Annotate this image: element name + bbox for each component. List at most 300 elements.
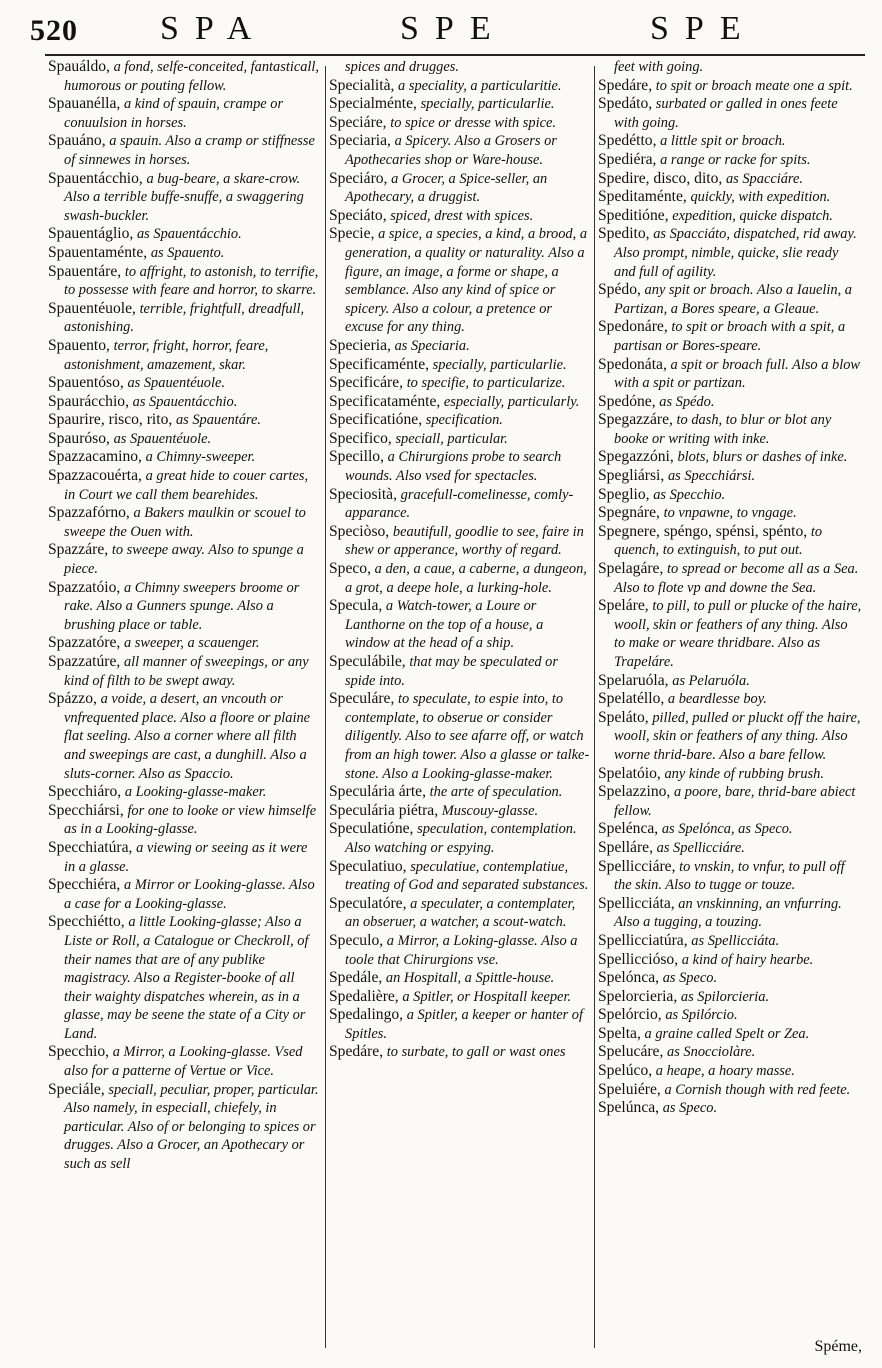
headword: Spázzo, bbox=[48, 690, 97, 708]
headword: Spelúco, bbox=[598, 1062, 653, 1080]
headword: Specchiatúra, bbox=[48, 838, 133, 856]
definition: a bug-beare, a skare-crow. Also a terrible buffe-snuffe, a swaggering swash-buckler. bbox=[64, 170, 304, 224]
headword: Speculáre, bbox=[329, 690, 395, 708]
headword: Speciáro, bbox=[329, 169, 388, 187]
dictionary-entry bbox=[598, 672, 862, 691]
dictionary-entry bbox=[598, 77, 862, 96]
headword: Spellicciáre, bbox=[598, 857, 676, 875]
definition: as Spilórcio. bbox=[665, 1007, 738, 1024]
headword: Speláto, bbox=[598, 708, 649, 726]
headword: Spedáre, bbox=[329, 1043, 384, 1061]
dictionary-entry bbox=[598, 597, 862, 671]
column-left bbox=[48, 58, 320, 1174]
dictionary-entry bbox=[598, 839, 862, 858]
dictionary-entry bbox=[598, 523, 862, 560]
headword: Speculatióne, bbox=[329, 820, 414, 838]
dictionary-entry bbox=[598, 356, 862, 393]
definition: terrible, frightfull, dreadfull, astonishing. bbox=[64, 300, 305, 336]
definition: to surbate, to gall or wast ones bbox=[386, 1044, 566, 1061]
dictionary-entry bbox=[598, 969, 862, 988]
definition: any spit or broach. Also a Iauelin, a Partizan, a Bores speare, a Gleaue. bbox=[614, 282, 853, 317]
headword: Speculária piétra, bbox=[329, 801, 439, 819]
headword: Spegazzáre, bbox=[598, 411, 673, 429]
headword: Spedito, bbox=[598, 225, 650, 243]
definition: blots, blurs or dashes of inke. bbox=[677, 449, 848, 466]
dictionary-entry bbox=[598, 411, 862, 448]
definition: to spit or broach meate one a spit. bbox=[655, 77, 853, 94]
dictionary-entry bbox=[329, 560, 591, 597]
dictionary-entry bbox=[48, 1043, 320, 1080]
column-rule bbox=[325, 66, 326, 1348]
headword: Specula, bbox=[329, 597, 383, 615]
definition: a Bakers maulkin or scouel to sweepe the Ouen with. bbox=[64, 505, 306, 540]
headword: Spedáre, bbox=[598, 76, 653, 94]
headword: Specificáre, bbox=[329, 374, 404, 392]
headword: Specchiéra, bbox=[48, 876, 121, 894]
headword: Spauentéuole, bbox=[48, 299, 136, 317]
headword: Spazzatóre, bbox=[48, 634, 121, 652]
dictionary-entry bbox=[48, 132, 320, 169]
dictionary-entry bbox=[329, 170, 591, 207]
definition: to speculate, to espie into, to contemplate, to obserue or consider diligently. Also to see afarre off, or watch from an high tower. Also a glasse or talke-stone. Also a Looking-glasse-maker. bbox=[345, 691, 590, 782]
definition: a kind of spauin, crampe or conuulsion in horses. bbox=[64, 96, 284, 131]
dictionary-entry bbox=[48, 504, 320, 541]
definition: as Snocciolàre. bbox=[667, 1044, 756, 1061]
definition: as Spilorcieria. bbox=[680, 988, 770, 1005]
headword: Spegazzóni, bbox=[598, 448, 674, 466]
definition: a Cornish though with red feete. bbox=[664, 1081, 851, 1098]
headword: Spaurácchio, bbox=[48, 392, 129, 410]
definition: a Chimny-sweeper. bbox=[145, 449, 256, 466]
headword: Spauáno, bbox=[48, 132, 106, 150]
definition: that may be speculated or spide into. bbox=[345, 654, 558, 689]
definition: spiced, drest with spices. bbox=[390, 207, 534, 224]
headword: Spedalingo, bbox=[329, 1006, 404, 1024]
definition: a spauin. Also a cramp or stiffnesse of sinnewes in horses. bbox=[64, 133, 315, 168]
dictionary-entry bbox=[329, 969, 591, 988]
dictionary-entry bbox=[329, 430, 591, 449]
definition: a Spicery. Also a Grosers or Apothecaries shop or Ware-house. bbox=[345, 133, 557, 168]
page-number: 520 bbox=[30, 14, 78, 47]
dictionary-entry bbox=[329, 132, 591, 169]
definition: to spice or dresse with spice. bbox=[390, 114, 556, 131]
headword: Spauróso, bbox=[48, 429, 110, 447]
dictionary-entry bbox=[598, 560, 862, 597]
definition: to quench, to extinguish, to put out. bbox=[614, 523, 823, 559]
dictionary-entry bbox=[329, 374, 591, 393]
dictionary-entry bbox=[329, 486, 591, 523]
headword: Speco, bbox=[329, 560, 372, 578]
headword: Speluiére, bbox=[598, 1080, 661, 1098]
dictionary-entry bbox=[598, 1025, 862, 1044]
dictionary-entry bbox=[598, 858, 862, 895]
headword: Specchiársi, bbox=[48, 801, 124, 819]
dictionary-entry bbox=[48, 634, 320, 653]
definition: a great hide to couer cartes, in Court we call them bearehides. bbox=[64, 468, 309, 503]
headword: Speciaria, bbox=[329, 132, 391, 150]
headword: Specificaménte, bbox=[329, 355, 430, 373]
headword: Specificatióne, bbox=[329, 411, 423, 429]
headword: Specialménte, bbox=[329, 95, 417, 113]
headword: Spelónca, bbox=[598, 969, 660, 987]
dictionary-entry bbox=[48, 58, 320, 95]
dictionary-entry bbox=[598, 504, 862, 523]
headword: Spelazzino, bbox=[598, 783, 671, 801]
headword: Spegnere, spéngo, spénsi, spénto, bbox=[598, 522, 808, 540]
headword: Spédo, bbox=[598, 281, 641, 299]
headword: Spelta, bbox=[598, 1024, 641, 1042]
dictionary-entry bbox=[329, 597, 591, 653]
dictionary-entry bbox=[329, 988, 591, 1007]
dictionary-entry bbox=[598, 783, 862, 820]
dictionary-entry bbox=[598, 467, 862, 486]
dictionary-entry bbox=[329, 356, 591, 375]
definition: terror, fright, horror, feare, astonishment, amazement, skar. bbox=[64, 337, 269, 373]
dictionary-entry bbox=[598, 95, 862, 132]
definition: a little spit or broach. bbox=[660, 133, 786, 150]
dictionary-entry bbox=[598, 1006, 862, 1025]
headword: Spauanélla, bbox=[48, 95, 121, 113]
dictionary-entry bbox=[48, 411, 320, 430]
definition: to vnpawne, to vngage. bbox=[663, 505, 797, 522]
dictionary-entry bbox=[48, 430, 320, 449]
dictionary-entry bbox=[48, 225, 320, 244]
definition: a Mirror, a Loking-glasse. Also a toole that Chirurgions vse. bbox=[345, 932, 578, 968]
definition: a spit or broach full. Also a blow with a spit or partizan. bbox=[614, 356, 861, 392]
definition: for one to looke or view himselfe as in a Looking-glasse. bbox=[64, 802, 317, 838]
headword: Spaurire, risco, rito, bbox=[48, 411, 173, 429]
dictionary-entry bbox=[48, 541, 320, 578]
headword: Speculo, bbox=[329, 931, 384, 949]
headword: Spellicciáta, bbox=[598, 894, 675, 912]
definition: especially, particularly. bbox=[443, 393, 580, 410]
dictionary-entry bbox=[329, 783, 591, 802]
dictionary-entry bbox=[48, 244, 320, 263]
headword: Speciosità, bbox=[329, 485, 397, 503]
dictionary-entry bbox=[598, 132, 862, 151]
headword: Spauentóso, bbox=[48, 374, 124, 392]
dictionary-entry bbox=[329, 653, 591, 690]
dictionary-entry bbox=[329, 393, 591, 412]
headword: Spegnáre, bbox=[598, 504, 660, 522]
dictionary-entry bbox=[48, 839, 320, 876]
headword: Spelórcio, bbox=[598, 1006, 662, 1024]
definition: to pill, to pull or plucke of the haire, wooll, skin or feathers of any thing. Also to make or weare thridbare. Also as Trapeláre. bbox=[614, 598, 862, 670]
headword: Speciòso, bbox=[329, 522, 390, 540]
definition: speculatiue, contemplatiue, treating of God and separated substances. bbox=[345, 858, 589, 894]
headword: Spellicciatúra, bbox=[598, 931, 688, 949]
definition: a fond, selfe-conceited, fantasticall, humorous or pouting fellow. bbox=[64, 59, 320, 94]
definition: quickly, with expedition. bbox=[690, 189, 831, 206]
headword: Specialità, bbox=[329, 76, 395, 94]
dictionary-entry bbox=[329, 95, 591, 114]
dictionary-entry bbox=[329, 932, 591, 969]
dictionary-entry bbox=[329, 448, 591, 485]
headword: Spauento, bbox=[48, 336, 110, 354]
definition: all manner of sweepings, or any kind of filth to be swept away. bbox=[64, 654, 309, 689]
definition: a range or racke for spits. bbox=[660, 151, 811, 168]
definition: a sweeper, a scauenger. bbox=[123, 635, 260, 652]
definition: specially, particularlie. bbox=[420, 96, 555, 113]
headword: Speditaménte, bbox=[598, 188, 687, 206]
dictionary-entry bbox=[329, 523, 591, 560]
headword: Spazzáre, bbox=[48, 541, 109, 559]
definition: as Spellicciáre. bbox=[656, 839, 745, 856]
dictionary-entry bbox=[48, 374, 320, 393]
definition: a den, a caue, a caberne, a dungeon, a grot, a deepe hole, a lurking-hole. bbox=[345, 561, 587, 596]
headword: Speciáto, bbox=[329, 206, 387, 224]
column-middle bbox=[329, 58, 591, 1062]
headword: Speculária árte, bbox=[329, 783, 426, 801]
definition: as Spauentáre. bbox=[175, 412, 261, 429]
headword: Spediéra, bbox=[598, 150, 657, 168]
definition: a little Looking-glasse; Also a Liste or Roll, a Catalogue or Checkroll, of their names that are of any publike magistracy. Also a Register-booke of all their waighty dispatches wherein, as in a glasse, may be seene the state of a City or Land. bbox=[64, 914, 309, 1042]
headword: Spegliársi, bbox=[598, 467, 665, 485]
dictionary-entry bbox=[598, 448, 862, 467]
dictionary-entry bbox=[48, 467, 320, 504]
headword: Spedire, disco, dito, bbox=[598, 169, 723, 187]
definition: a viewing or seeing as it were in a glasse. bbox=[64, 839, 308, 875]
dictionary-entry bbox=[329, 207, 591, 226]
definition: as Specchio. bbox=[653, 486, 726, 503]
definition: as Spellicciáta. bbox=[691, 932, 780, 949]
dictionary-entry bbox=[598, 318, 862, 355]
headword: Spauentáre, bbox=[48, 262, 122, 280]
dictionary-entry bbox=[329, 114, 591, 133]
dictionary-entry bbox=[598, 225, 862, 281]
definition: feet with going. bbox=[614, 59, 704, 75]
headword: Speculatiuo, bbox=[329, 857, 407, 875]
definition: the arte of speculation. bbox=[429, 784, 563, 801]
headword: Speculábile, bbox=[329, 653, 406, 670]
definition: a Chirurgions probe to search wounds. Also vsed for spectacles. bbox=[345, 449, 562, 485]
headword: Spazzafórno, bbox=[48, 504, 130, 522]
headword: Specie, bbox=[329, 225, 375, 243]
definition: a poore, bare, thrid-bare abiect fellow. bbox=[614, 784, 856, 819]
definition: gracefull-comelinesse, comly-apparance. bbox=[345, 486, 574, 522]
dictionary-entry bbox=[48, 579, 320, 635]
definition: as Spauentácchio. bbox=[132, 393, 238, 410]
definition: as Spelónca, as Speco. bbox=[661, 821, 793, 838]
dictionary-entry bbox=[598, 1099, 862, 1118]
definition: to spread or become all as a Sea. Also to flote vp and downe the Sea. bbox=[614, 561, 859, 596]
dictionary-entry bbox=[598, 765, 862, 784]
dictionary-entry bbox=[598, 951, 862, 970]
definition: as Speco. bbox=[662, 970, 718, 987]
definition: as Spauentácchio. bbox=[136, 226, 242, 243]
dictionary-entry bbox=[598, 895, 862, 932]
dictionary-entry bbox=[48, 337, 320, 374]
dictionary-entry bbox=[48, 690, 320, 783]
guide-word-center: SPE bbox=[400, 10, 507, 47]
column-right bbox=[598, 58, 862, 1118]
headword: Speciáre, bbox=[329, 113, 387, 131]
dictionary-entry bbox=[598, 988, 862, 1007]
definition: a Looking-glasse-maker. bbox=[124, 784, 267, 801]
dictionary-entry bbox=[598, 170, 862, 189]
headword: Specieria, bbox=[329, 336, 391, 354]
dictionary-entry bbox=[598, 1062, 862, 1081]
headword: Spelláre, bbox=[598, 838, 653, 856]
dictionary-entry bbox=[48, 802, 320, 839]
headword: Spazzacouérta, bbox=[48, 467, 142, 485]
definition: a Spitler, a keeper or hanter of Spitles. bbox=[345, 1007, 583, 1042]
definition: speciall, particular. bbox=[395, 430, 508, 447]
dictionary-entry bbox=[598, 820, 862, 839]
definition: to specifie, to particularize. bbox=[406, 375, 566, 392]
dictionary-entry bbox=[48, 1081, 320, 1174]
dictionary-entry bbox=[329, 337, 591, 356]
definition: to sweepe away. Also to spunge a piece. bbox=[64, 542, 304, 578]
definition: as Speco. bbox=[662, 1100, 718, 1117]
guide-word-right: SPE bbox=[650, 10, 757, 47]
definition: as Speciaria. bbox=[394, 337, 470, 354]
definition: as Spauentéuole. bbox=[113, 430, 212, 447]
dictionary-entry bbox=[48, 95, 320, 132]
definition: a beardlesse boy. bbox=[667, 691, 767, 708]
headword: Specchiétto, bbox=[48, 913, 125, 931]
headword: Spelucáre, bbox=[598, 1043, 664, 1061]
definition: specially, particularlie. bbox=[432, 356, 567, 373]
headword: Spauentácchio, bbox=[48, 169, 143, 187]
dictionary-entry bbox=[48, 876, 320, 913]
definition: to spit or broach with a spit, a partisan or Bores-speare. bbox=[614, 319, 846, 354]
definition: an Hospitall, a Spittle-house. bbox=[385, 970, 555, 987]
dictionary-entry bbox=[48, 393, 320, 412]
header-rule bbox=[45, 54, 865, 56]
headword: Spauáldo, bbox=[48, 58, 110, 75]
definition: a Watch-tower, a Loure or Lanthorne on the top of a house, a window at the head of a ship. bbox=[345, 598, 544, 652]
headword: Spedóne, bbox=[598, 392, 656, 410]
definition: beautifull, goodlie to see, faire in shew or apperance, worthy of regard. bbox=[345, 523, 584, 559]
definition: a speculater, a contemplater, an obseruer, a watcher, a scout-watch. bbox=[345, 895, 576, 931]
catchword: Spéme, bbox=[814, 1338, 862, 1355]
dictionary-entry bbox=[598, 281, 862, 318]
guide-word-left: SPA bbox=[160, 10, 268, 47]
definition: pilled, pulled or pluckt off the haire, wooll, skin or feathers of any thing. Also worne thrid-bare. Also a bare fellow. bbox=[614, 709, 861, 763]
headword: Spazzatóio, bbox=[48, 578, 121, 596]
definition: a Spitler, or Hospitall keeper. bbox=[402, 988, 572, 1005]
headword: Spedále, bbox=[329, 969, 383, 987]
dictionary-entry bbox=[48, 653, 320, 690]
definition: expedition, quicke dispatch. bbox=[672, 207, 833, 224]
definition: any kinde of rubbing brush. bbox=[664, 765, 824, 782]
dictionary-entry bbox=[598, 932, 862, 951]
dictionary-entry bbox=[329, 77, 591, 96]
headword: Specillo, bbox=[329, 448, 385, 466]
dictionary-entry bbox=[598, 188, 862, 207]
dictionary-entry bbox=[598, 709, 862, 765]
definition: as Pelaruóla. bbox=[672, 672, 750, 689]
headword: Spedáto, bbox=[598, 95, 653, 113]
dictionary-entry bbox=[329, 225, 591, 337]
headword: Spedalière, bbox=[329, 987, 399, 1005]
column-rule bbox=[594, 66, 595, 1348]
definition: as Spacciáto, dispatched, rid away. Also prompt, nimble, quicke, slie ready and full of agility. bbox=[614, 226, 857, 280]
headword: Spelatóio, bbox=[598, 764, 661, 782]
headword: Speláre, bbox=[598, 597, 649, 615]
definition: to vnskin, to vnfur, to pull off the skin. Also to tugge or touze. bbox=[614, 858, 845, 894]
dictionary-entry bbox=[48, 913, 320, 1043]
dictionary-entry bbox=[48, 300, 320, 337]
headword: Spazzacamino, bbox=[48, 448, 142, 466]
definition: as Spauento. bbox=[150, 244, 225, 261]
headword: Spelliccióso, bbox=[598, 950, 679, 968]
definition: speciall, peculiar, proper, particular. Also namely, in especiall, chiefely, in particular. Also of or belonging to spices or drugges. Also a Grocer, an Apothecary or such as sell bbox=[64, 1081, 319, 1173]
definition: specification. bbox=[425, 412, 503, 429]
headword: Spelaruóla, bbox=[598, 671, 669, 689]
definition: as Spédo. bbox=[659, 393, 715, 410]
dictionary-entry bbox=[329, 1043, 591, 1062]
dictionary-entry bbox=[329, 802, 591, 821]
dictionary-entry bbox=[598, 393, 862, 412]
headword: Speciále, bbox=[48, 1080, 105, 1098]
definition: a Grocer, a Spice-seller, an Apothecary, a druggist. bbox=[345, 170, 548, 206]
dictionary-entry bbox=[329, 820, 591, 857]
definition: a voide, a desert, an vncouth or vnfrequented place. Also a floore or plaine flat seeling. Also a corner where all filth and sweepings are cast, a dunghill. Also a sluts-corner. Also as Spaccio. bbox=[64, 691, 311, 782]
headword: Spedonáre, bbox=[598, 318, 668, 336]
headword: Spauentaménte, bbox=[48, 243, 148, 261]
definition: as Spauentéuole. bbox=[127, 375, 225, 392]
definition: as Specchiársi. bbox=[667, 468, 756, 485]
dictionary-entry bbox=[598, 690, 862, 709]
dictionary-entry bbox=[329, 411, 591, 430]
headword: Spelatéllo, bbox=[598, 690, 665, 708]
definition: an vnskinning, an vnfurring. Also a tugging, a touzing. bbox=[614, 895, 842, 931]
definition: a Chimny sweepers broome or rake. Also a Gunners spunge. Also a brushing place or table. bbox=[64, 579, 300, 633]
dictionary-entry bbox=[598, 1081, 862, 1100]
headword: Spelénca, bbox=[598, 820, 659, 838]
definition: a kind of hairy hearbe. bbox=[681, 951, 814, 968]
definition: Muscouy-glasse. bbox=[441, 802, 539, 819]
definition: as Spacciáre. bbox=[725, 170, 803, 187]
definition: a heape, a hoary masse. bbox=[655, 1063, 795, 1080]
definition: a Mirror or Looking-glasse. Also a case for a Looking-glasse. bbox=[64, 877, 315, 912]
definition: a graine called Spelt or Zea. bbox=[644, 1025, 810, 1042]
headword: Spelúnca, bbox=[598, 1099, 660, 1117]
page-header bbox=[0, 8, 882, 54]
headword: Speglio, bbox=[598, 485, 650, 503]
dictionary-entry bbox=[329, 895, 591, 932]
headword: Specifico, bbox=[329, 429, 392, 447]
dictionary-entry bbox=[598, 207, 862, 226]
definition: a spice, a species, a kind, a brood, a generation, a quality or naturality. Also a figure, an image, a forme or shape, a semblance. Also any kind of spice or spicery. Also a colour, a pretence or excuse for any thing. bbox=[345, 226, 588, 336]
headword: Spelorcieria, bbox=[598, 987, 678, 1005]
definition: spices and drugges. bbox=[345, 59, 459, 75]
dictionary-entry bbox=[329, 58, 591, 77]
dictionary-entry bbox=[48, 170, 320, 226]
definition: a speciality, a particularitie. bbox=[398, 77, 562, 94]
dictionary-entry bbox=[598, 486, 862, 505]
dictionary-entry bbox=[598, 58, 862, 77]
dictionary-entry bbox=[48, 448, 320, 467]
dictionary-entry bbox=[329, 858, 591, 895]
headword: Specchiáro, bbox=[48, 783, 122, 801]
headword: Spelagáre, bbox=[598, 560, 664, 578]
headword: Spedétto, bbox=[598, 132, 657, 150]
definition: to affright, to astonish, to terrifie, to possesse with feare and horror, to skarre. bbox=[64, 263, 319, 299]
headword: Specificataménte, bbox=[329, 392, 441, 410]
dictionary-entry bbox=[48, 263, 320, 300]
definition: speculation, contemplation. Also watching or espying. bbox=[345, 821, 577, 856]
definition: surbated or galled in ones feete with going. bbox=[614, 96, 838, 131]
definition: to dash, to blur or blot any booke or writing with inke. bbox=[614, 412, 832, 447]
headword: Speculatóre, bbox=[329, 894, 407, 912]
headword: Spauentáglio, bbox=[48, 225, 134, 243]
headword: Specchio, bbox=[48, 1043, 110, 1061]
headword: Spedonáta, bbox=[598, 355, 667, 373]
dictionary-entry bbox=[48, 783, 320, 802]
